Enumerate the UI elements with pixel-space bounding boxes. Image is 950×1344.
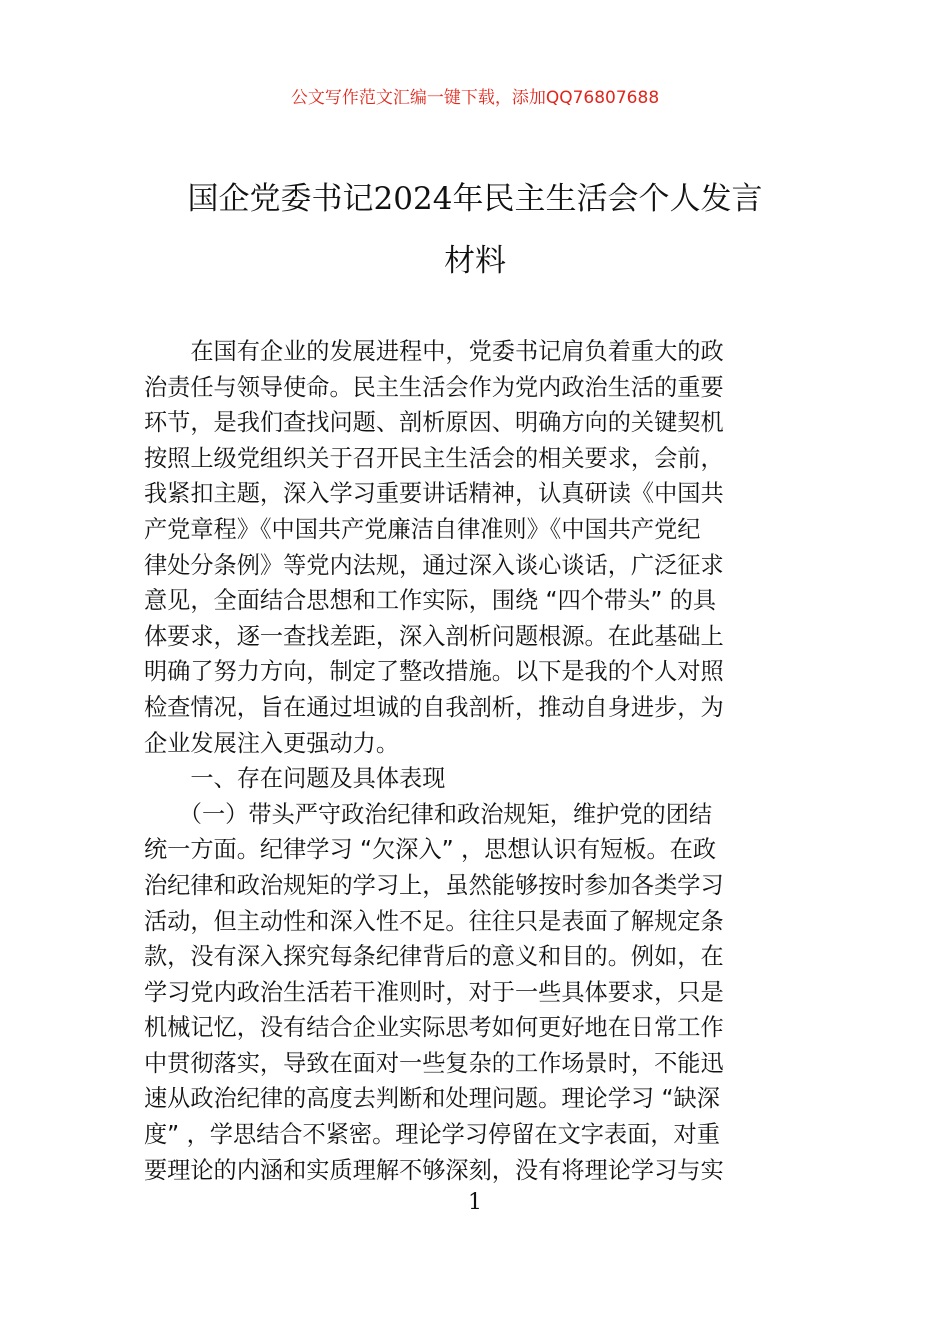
body-line: 学习党内政治生活若干准则时，对于一些具体要求，只是 [144, 978, 724, 1006]
body-line: （一）带头严守政治纪律和政治规矩，维护党的团结 [144, 800, 713, 828]
body-line: 治纪律和政治规矩的学习上，虽然能够按时参加各类学习 [144, 871, 724, 899]
body-line: 意见，全面结合思想和工作实际，围绕 “四个带头” 的具 [144, 587, 717, 615]
body-line: 治责任与领导使命。民主生活会作为党内政治生活的重要 [144, 373, 724, 401]
body-line: 机械记忆，没有结合企业实际思考如何更好地在日常工作 [144, 1014, 724, 1042]
body-line: 款，没有深入探究每条纪律背后的意义和目的。例如，在 [144, 943, 724, 971]
section-heading: 一、存在问题及具体表现 [144, 765, 446, 793]
document-body [144, 334, 806, 1188]
body-line: 律处分条例》等党内法规，通过深入谈心谈话，广泛征求 [144, 551, 724, 579]
body-line: 体要求，逐一查找差距，深入剖析问题根源。在此基础上 [144, 622, 724, 650]
body-line: 度” ，学思结合不紧密。理论学习停留在文字表面，对重 [144, 1121, 720, 1149]
body-line: 检查情况，旨在通过坦诚的自我剖析，推动自身进步，为 [144, 693, 724, 721]
body-line: 产党章程》《中国共产党廉洁自律准则》《中国共产党纪 [144, 515, 701, 543]
header-promo-note: 公文写作范文汇编一键下载，添加QQ76807688 [290, 88, 660, 108]
body-line: 在国有企业的发展进程中，党委书记肩负着重大的政 [144, 338, 724, 365]
body-line: 速从政治纪律的高度去判断和处理问题。理论学习 “缺深 [144, 1085, 720, 1113]
body-line: 中贯彻落实，导致在面对一些复杂的工作场景时，不能迅 [144, 1049, 724, 1077]
body-line: 明确了努力方向，制定了整改措施。以下是我的个人对照 [144, 658, 724, 686]
body-line: 企业发展注入更强动力。 [144, 729, 400, 757]
body-line: 按照上级党组织关于召开民主生活会的相关要求，会前， [144, 444, 724, 472]
body-line: 要理论的内涵和实质理解不够深刻，没有将理论学习与实 [144, 1156, 724, 1184]
title-line: 国企党委书记2024年民主生活会个人发言 [187, 181, 763, 217]
body-line: 活动，但主动性和深入性不足。往往只是表面了解规定条 [144, 907, 724, 935]
body-line: 统一方面。纪律学习 “欠深入” ，思想认识有短板。在政 [144, 836, 717, 864]
document-title [140, 168, 810, 292]
body-line: 环节，是我们查找问题、剖析原因、明确方向的关键契机 [144, 409, 724, 437]
page-number: 1 [468, 1190, 482, 1215]
title-line: 材料 [444, 243, 506, 279]
body-line: 我紧扣主题，深入学习重要讲话精神，认真研读《中国共 [144, 480, 724, 508]
